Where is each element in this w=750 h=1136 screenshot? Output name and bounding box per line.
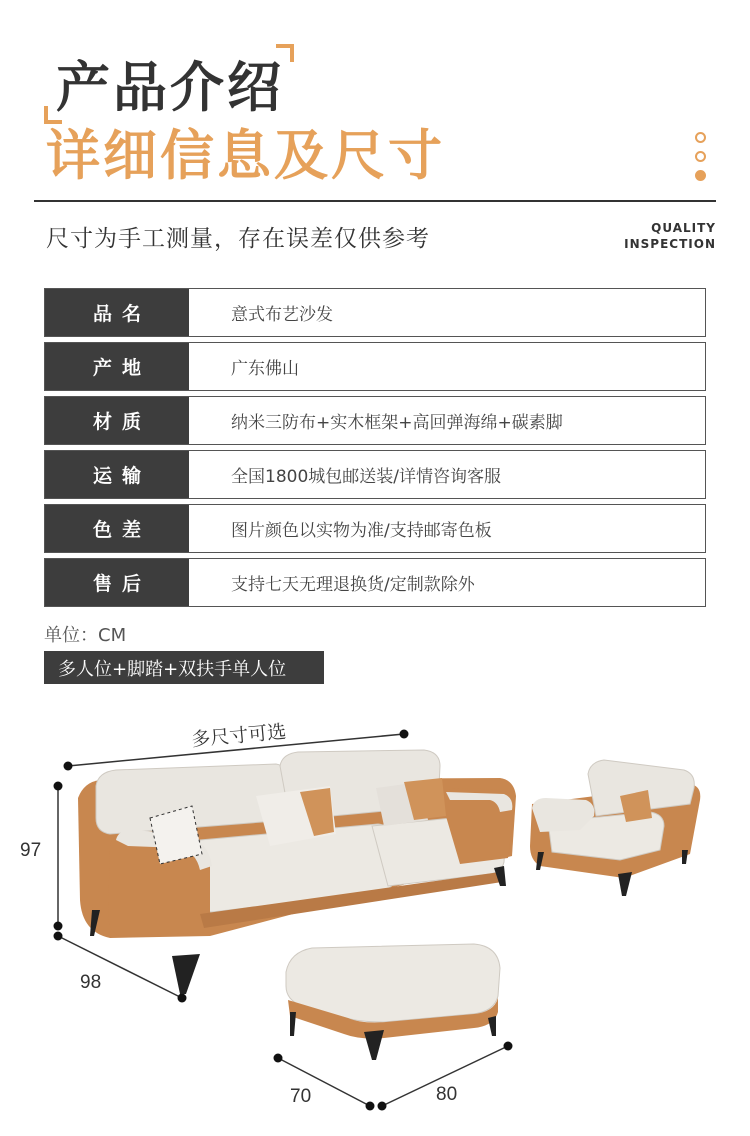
spec-row-aftersale xyxy=(44,558,706,607)
combo-badge: 多人位+脚踏+双扶手单人位 xyxy=(44,651,324,684)
spec-label: 材质 xyxy=(45,397,189,444)
decorative-dots xyxy=(695,132,707,189)
depth-dimension xyxy=(54,932,187,1003)
spec-label: 色差 xyxy=(45,505,189,552)
dot-icon xyxy=(695,151,706,162)
header-divider xyxy=(34,200,716,202)
depth-label: 98 xyxy=(80,972,102,993)
spec-row-origin xyxy=(44,342,706,391)
spec-label: 运输 xyxy=(45,451,189,498)
measurement-note: 尺寸为手工测量，存在误差仅供参考 xyxy=(46,226,430,252)
unit-label: 单位：CM xyxy=(44,625,127,646)
spec-label: 售后 xyxy=(45,559,189,606)
spec-row-color xyxy=(44,504,706,553)
dot-icon xyxy=(695,132,706,143)
quality-badge-line2: INSPECTION xyxy=(624,237,716,251)
spec-row-shipping xyxy=(44,450,706,499)
spec-value: 图片颜色以实物为准/支持邮寄色板 xyxy=(231,521,492,541)
spec-row-name xyxy=(44,288,706,337)
sofa-illustration xyxy=(0,700,750,1136)
spec-value: 广东佛山 xyxy=(231,359,299,379)
spec-label: 产地 xyxy=(45,343,189,390)
quality-badge xyxy=(624,220,716,252)
height-label: 97 xyxy=(20,840,42,861)
spec-value: 纳米三防布+实木框架+高回弹海绵+碳素脚 xyxy=(231,413,563,433)
ottoman-dimensions xyxy=(274,1042,513,1111)
spec-value: 意式布艺沙发 xyxy=(231,305,333,325)
spec-table xyxy=(44,288,706,612)
spec-value: 支持七天无理退换货/定制款除外 xyxy=(231,575,475,595)
ottoman-depth-label: 70 xyxy=(290,1086,312,1107)
armchair xyxy=(530,760,700,896)
page-title: 产品介绍 xyxy=(56,56,284,119)
quality-badge-line1: QUALITY xyxy=(651,221,716,235)
ottoman xyxy=(286,944,500,1060)
spec-value: 全国1800城包邮送装/详情咨询客服 xyxy=(231,467,501,487)
corner-bracket-bottom-left xyxy=(44,106,62,124)
height-dimension xyxy=(20,782,63,931)
spec-row-material xyxy=(44,396,706,445)
ottoman-width-label: 80 xyxy=(436,1084,458,1105)
dot-filled-icon xyxy=(695,170,706,181)
page-subtitle: 详细信息及尺寸 xyxy=(46,124,445,187)
width-label: 多尺寸可选 xyxy=(190,721,288,751)
spec-label: 品名 xyxy=(45,289,189,336)
